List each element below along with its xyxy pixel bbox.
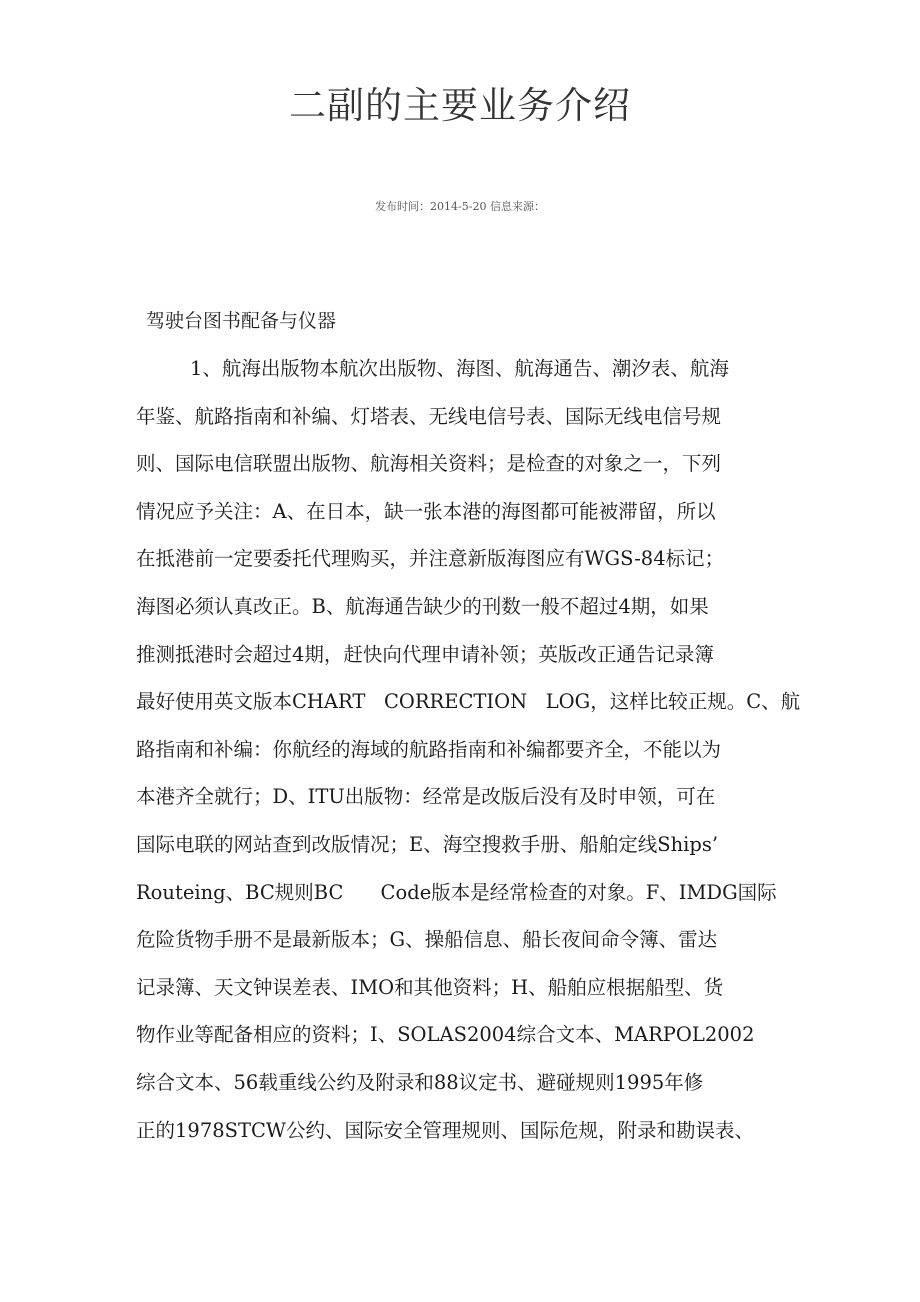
body-line: 路指南和补编：你航经的海域的航路指南和补编都要齐全，不能以为 <box>136 737 722 761</box>
body-line: 最好使用英文版本CHART CORRECTION LOG，这样比较正规。C、航 <box>136 690 801 714</box>
body-line: Routeing、BC规则BC Code版本是经常检查的对象。F、IMDG国际 <box>136 880 777 904</box>
publish-info: 发布时间：2014-5-20 信息来源： <box>375 200 545 213</box>
body-line: 物作业等配备相应的资料；I、SOLAS2004综合文本、MARPOL2002 <box>136 1023 755 1047</box>
body-line: 危险货物手册不是最新版本；G、操船信息、船长夜间命令簿、雷达 <box>136 928 718 952</box>
section-heading: 驾驶台图书配备与仪器 <box>146 310 337 332</box>
body-line: 国际电联的网站查到改版情况；E、海空搜救手册、船舶定线Ships’ <box>136 833 719 856</box>
body-line: 记录簿、天文钟误差表、IMO和其他资料；H、船舶应根据船型、货 <box>136 975 724 999</box>
body-line: 1、航海出版物本航次出版物、海图、航海通告、潮汐表、航海 <box>190 357 729 380</box>
body-line: 年鉴、航路指南和补编、灯塔表、无线电信号表、国际无线电信号规 <box>136 404 722 428</box>
body-line: 海图必须认真改正。B、航海通告缺少的刊数一般不超过4期，如果 <box>136 595 709 618</box>
body-line: 情况应予关注：A、在日本，缺一张本港的海图都可能被滞留，所以 <box>136 499 716 523</box>
document-title: 二副的主要业务介绍 <box>289 84 631 127</box>
body-line: 综合文本、56载重线公约及附录和88议定书、避碰规则1995年修 <box>136 1071 704 1094</box>
body-line: 本港齐全就行；D、ITU出版物：经常是改版后没有及时申领，可在 <box>136 785 716 809</box>
body-line: 在抵港前一定要委托代理购买，并注意新版海图应有WGS-84标记； <box>136 547 725 571</box>
body-line: 推测抵港时会超过4期，赶快向代理申请补领；英版改正通告记录簿 <box>136 642 714 666</box>
body-line: 则、国际电信联盟出版物、航海相关资料；是检查的对象之一，下列 <box>136 452 722 476</box>
body-line: 正的1978STCW公约、国际安全管理规则、国际危规，附录和勘误表、 <box>136 1118 754 1142</box>
